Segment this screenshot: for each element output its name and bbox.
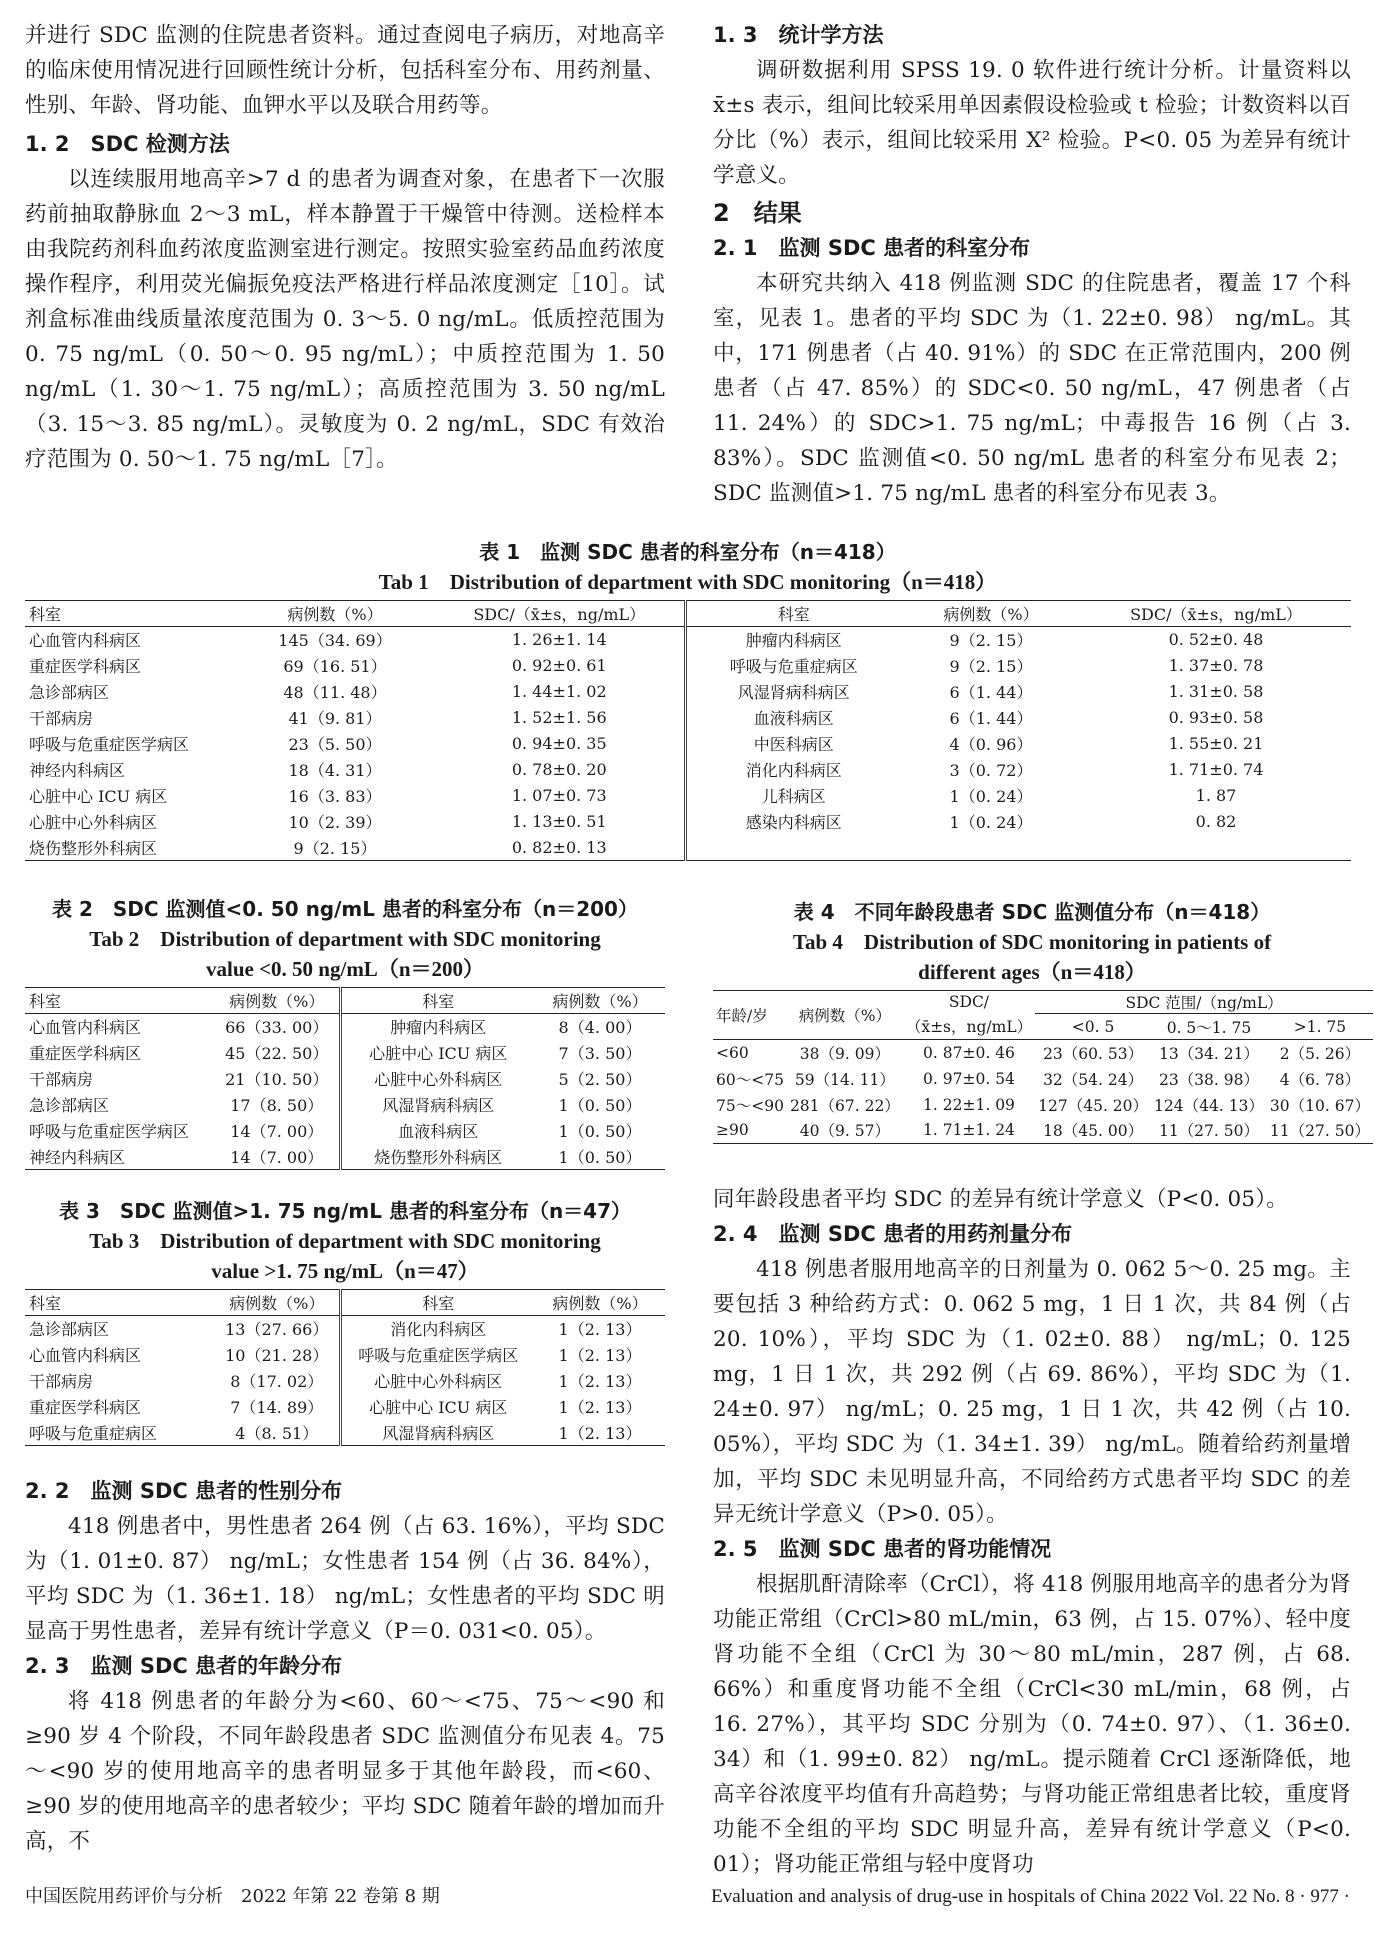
table-cell: 烧伤整形外科病区 (29, 838, 158, 858)
journal-footer-zh: 中国医院用药评价与分析 2022 年第 22 卷第 8 期 (25, 1886, 440, 1907)
table-cell: 7（14. 89） (230, 1398, 324, 1417)
table-row (25, 1066, 665, 1092)
table-row (713, 1092, 1373, 1118)
table-cell: 124（44. 13） (1154, 1096, 1264, 1115)
table-cell: 3（0. 72） (949, 761, 1033, 780)
table-cell: 0. 94±0. 35 (511, 734, 607, 753)
table-cell: 1（0. 50） (558, 1147, 642, 1167)
table-cell: 21（10. 50） (225, 1070, 329, 1089)
table-cell: 呼吸与危重症医学病区 (29, 1122, 190, 1141)
table-cell: 干部病房 (29, 1372, 94, 1391)
table-header-cell: 病例数（%） (798, 1007, 891, 1025)
table-cell: 7（3. 50） (558, 1044, 642, 1063)
table-cell: 干部病房 (29, 709, 94, 728)
table-row (25, 1420, 665, 1446)
table-header-cell: SDC/ (948, 993, 990, 1012)
table-cell: 9（2. 15） (949, 657, 1033, 676)
table-cell: ≥90 (716, 1121, 749, 1140)
section-2-4-title: 2. 4 监测 SDC 患者的用药剂量分布 (713, 1222, 1073, 1246)
table-cell: 风湿肾病科病区 (340, 1092, 535, 1118)
table-cell: 10（21. 28） (225, 1346, 329, 1365)
table-header-cell: 病例数（%） (943, 605, 1039, 624)
table-cell: 心脏中心 ICU 病区 (340, 1040, 535, 1066)
table-cell: 1. 37±0. 78 (1168, 656, 1264, 675)
table-1-caption (0, 537, 1375, 597)
table-cell: 1. 55±0. 21 (1168, 734, 1264, 753)
table-cell: 0. 97±0. 54 (923, 1069, 1015, 1088)
left-bottom-text (25, 1474, 665, 1859)
table-row (713, 1118, 1373, 1144)
table-row (25, 1342, 665, 1368)
table-cell: 23（5. 50） (288, 735, 382, 754)
table-cell (685, 835, 901, 861)
table-header-cell: 科室 (340, 988, 535, 1014)
intro-paragraph: 并进行 SDC 监测的住院患者资料。通过查阅电子病历，对地高辛的临床使用情况进行回顾性统计分析，包括科室分布、用药剂量、性别、年龄、肾功能、血钾水平以及联合用药等。 (25, 23, 665, 118)
table-cell: 1. 52±1. 56 (511, 708, 607, 727)
table-3-header (25, 1290, 665, 1316)
table-cell: 呼吸与危重症病区 (29, 1423, 158, 1443)
table-cell: 呼吸与危重症病区 (685, 653, 901, 679)
table-cell: 10（2. 39） (288, 813, 382, 832)
table-cell: 风湿肾病科病区 (685, 679, 901, 705)
table-cell: 23（60. 53） (1043, 1044, 1144, 1063)
table-cell: 145（34. 69） (278, 631, 392, 651)
table-cell: 2（5. 26） (1279, 1044, 1361, 1063)
table-cell: 1（0. 24） (949, 787, 1033, 806)
table-cell: 13（34. 21） (1158, 1044, 1259, 1063)
table-row (25, 1040, 665, 1066)
table-cell: <60 (716, 1043, 749, 1062)
table-header-cell: 0. 5～1. 75 (1166, 1018, 1252, 1037)
table-cell: 心血管内科病区 (29, 631, 142, 651)
section-2-2-paragraph: 418 例患者中，男性患者 264 例（占 63. 16%），平均 SDC 为（1. 01±0. 87） ng/mL；女性患者 154 例（占 36. 84%），平均 SDC 为（1. 36±1. 18） ng/mL；女性患者的平均 SDC 明显高于男性患者，差异有统计学意义（P＝0. 031<0. 05）。 (25, 1514, 665, 1644)
table-header-cell: SDC/（x̄±s，ng/mL） (1130, 605, 1302, 624)
table-cell: 38（9. 09） (799, 1044, 890, 1063)
table-row (25, 1144, 665, 1170)
table-cell: 5（2. 50） (558, 1070, 642, 1089)
table-cell: 60～<75 (716, 1070, 784, 1089)
table-cell: 重症医学科病区 (29, 1044, 142, 1063)
table-row (713, 1066, 1373, 1092)
section-2-1-title: 2. 1 监测 SDC 患者的科室分布 (713, 236, 1031, 260)
table-cell: 1. 07±0. 73 (511, 786, 607, 805)
table-cell: 66（33. 00） (225, 1018, 329, 1038)
table-cell: 17（8. 50） (230, 1096, 324, 1115)
table-3 (25, 1289, 665, 1446)
table-cell: 69（16. 51） (283, 657, 387, 676)
table-cell: 消化内科病区 (685, 757, 901, 783)
table-cell: 281（67. 22） (789, 1096, 900, 1115)
section-2-1-paragraph: 本研究共纳入 418 例监测 SDC 的住院患者，覆盖 17 个科室，见表 1。患者的平均 SDC 为（1. 22±0. 98） ng/mL。其中，171 例患者（占 40. 91%）的 SDC 在正常范围内，200 例患者（占 47. 85%）的 SDC<0. 50 ng/mL，47 例患者（占 11. 24%）的 SDC>1. 75 ng/mL；中毒报告 16 例（占 3. 83%）。SDC 监测值<0. 50 ng/mL 患者的科室分布见表 2；SDC 监测值>1. 75 ng/mL 患者的科室分布见表 3。 (713, 271, 1351, 506)
table-row (25, 627, 1351, 653)
table-cell: 呼吸与危重症医学病区 (29, 735, 190, 754)
table-header-cell: SDC/（x̄±s，ng/mL） (473, 605, 646, 624)
table-cell: 心脏中心 ICU 病区 (340, 1394, 535, 1420)
table-cell: 风湿肾病科病区 (340, 1420, 535, 1446)
table-3-caption-en-2: value >1. 75 ng/mL（n＝47） (211, 1259, 479, 1283)
table-cell: 心血管内科病区 (29, 1346, 142, 1365)
table-row (25, 731, 1351, 757)
table-cell: 4（6. 78） (1279, 1070, 1361, 1089)
table-cell: 48（11. 48） (283, 683, 387, 702)
table-cell: 127（45. 20） (1038, 1096, 1149, 1115)
table-cell: 心脏中心外科病区 (340, 1066, 535, 1092)
table-2-caption-en-1: Tab 2 Distribution of department with SDC monitoring (89, 927, 601, 951)
table-cell: 急诊部病区 (29, 1096, 110, 1115)
section-1-2-title: 1. 2 SDC 检测方法 (25, 132, 230, 156)
section-2-4-paragraph: 418 例患者服用地高辛的日剂量为 0. 062 5～0. 25 mg。主要包括 3 种给药方式：0. 062 5 mg，1 日 1 次，共 84 例（占 20. 10%），平均 SDC 为（1. 02±0. 88） ng/mL；0. 125 mg，1 日 1 次，共 292 例（占 69. 86%），平均 SDC 为（1. 24±0. 97） ng/mL；0. 25 mg，1 日 1 次，共 42 例（占 10. 05%），平均 SDC 为（1. 34±1. 39） ng/mL。随着给药剂量增加，平均 SDC 未见明显升高，不同给药方式患者平均 SDC 的差异无统计学意义（P>0. 05）。 (713, 1257, 1351, 1527)
section-2-2-title: 2. 2 监测 SDC 患者的性别分布 (25, 1479, 343, 1503)
table-cell: 儿科病区 (685, 783, 901, 809)
table-header-cell: 病例数（%） (229, 992, 325, 1011)
table-cell: 8（4. 00） (558, 1018, 642, 1038)
table-4-caption-zh: 表 4 不同年龄段患者 SDC 监测值分布（n＝418） (793, 900, 1271, 924)
section-1-3-paragraph: 调研数据利用 SPSS 19. 0 软件进行统计分析。计量资料以 x̄±s 表示，组间比较采用单因素假设检验或 t 检验；计数资料以百分比（%）表示，组间比较采用 X² 检验。P<0. 05 为差异有统计学意义。 (713, 58, 1351, 188)
table-cell: 肿瘤内科病区 (685, 627, 901, 653)
section-1-2-paragraph: 以连续服用地高辛>7 d 的患者为调查对象，在患者下一次服药前抽取静脉血 2～3 mL，样本静置于干燥管中待测。送检样本由我院药剂科血药浓度监测室进行测定。按照实验室药品血药浓度操作程序，利用荧光偏振免疫法严格进行样品浓度测定［10］。试剂盒标准曲线质量浓度范围为 0. 3～5. 0 ng/mL。低质控范围为 0. 75 ng/mL（0. 50～0. 95 ng/mL）；中质控范围为 1. 50 ng/mL（1. 30～1. 75 ng/mL）；高质控范围为 3. 50 ng/mL（3. 15～3. 85 ng/mL）。灵敏度为 0. 2 ng/mL，SDC 有效治疗范围为 0. 50～1. 75 ng/mL［7］。 (25, 167, 665, 472)
table-cell: 重症医学科病区 (29, 657, 142, 676)
table-cell: 1（2. 13） (558, 1346, 642, 1365)
table-row (25, 835, 1351, 861)
table-cell: 4（8. 51） (235, 1423, 319, 1443)
table-header-cell: 病例数（%） (552, 992, 648, 1011)
table-2-caption (25, 894, 665, 984)
table-4-caption (713, 897, 1351, 987)
table-4-caption-en-1: Tab 4 Distribution of SDC monitoring in patients of (792, 930, 1272, 954)
table-cell: 1. 71±1. 24 (923, 1121, 1015, 1140)
table-cell: 1（0. 50） (558, 1122, 642, 1141)
table-header-cell: 科室 (29, 992, 62, 1011)
table-row (25, 1394, 665, 1420)
table-cell: 神经内科病区 (29, 1147, 126, 1167)
section-2-5-paragraph: 根据肌酐清除率（CrCl），将 418 例服用地高辛的患者分为肾功能正常组（CrCl>80 mL/min，63 例，占 15. 07%）、轻中度肾功能不全组（CrCl 为 30～80 mL/min，287 例，占 68. 66%）和重度肾功能不全组（CrCl<30 mL/min，68 例，占 16. 27%），其平均 SDC 分别为（0. 74±0. 97）、（1. 36±0. 34）和（1. 99±0. 82） ng/mL。提示随着 CrCl 逐渐降低，地高辛谷浓度平均值有升高趋势；与肾功能正常组患者比较，重度肾功能不全组的平均 SDC 明显升高，差异有统计学意义（P<0. 01）；肾功能正常组与轻中度肾功 (713, 1572, 1351, 1877)
table-cell: 1. 87 (1195, 786, 1237, 805)
table-row (713, 1040, 1373, 1066)
table-2-caption-en-2: value <0. 50 ng/mL（n＝200） (206, 957, 484, 981)
table-cell: 40（9. 57） (799, 1122, 890, 1141)
table-cell: 神经内科病区 (29, 761, 126, 780)
table-row (25, 1368, 665, 1394)
table-header-cell: 科室 (29, 605, 62, 624)
table-cell: 烧伤整形外科病区 (340, 1144, 535, 1170)
table-header-cell: 年龄/岁 (716, 1007, 768, 1025)
table-3-caption-zh: 表 3 SDC 监测值>1. 75 ng/mL 患者的科室分布（n＝47） (58, 1199, 632, 1223)
table-3-caption-en-1: Tab 3 Distribution of department with SDC monitoring (89, 1229, 601, 1253)
table-cell: 感染内科病区 (685, 809, 901, 835)
table-cell: 8（17. 02） (230, 1372, 324, 1391)
table-cell: 心脏中心外科病区 (29, 813, 158, 832)
left-top-text (25, 18, 665, 477)
table-cell: 1. 71±0. 74 (1168, 760, 1264, 779)
table-header-cell: SDC 范围/（ng/mL） (1035, 991, 1373, 1014)
table-cell: 6（1. 44） (949, 709, 1033, 728)
table-header-cell: 病例数（%） (552, 1294, 648, 1313)
table-cell: 18（4. 31） (288, 761, 382, 780)
table-cell: 0. 93±0. 58 (1168, 708, 1264, 727)
table-cell: 14（7. 00） (230, 1147, 324, 1167)
section-2-5-title: 2. 5 监测 SDC 患者的肾功能情况 (713, 1537, 1052, 1561)
section-2-3-paragraph: 将 418 例患者的年龄分为<60、60～<75、75～<90 和≥90 岁 4 个阶段，不同年龄段患者 SDC 监测值分布见表 4。75～<90 岁的使用地高辛的患者明显多于其他年龄段，而<60、≥90 岁的使用地高辛的患者较少；平均 SDC 随着年龄的增加而升高，不 (25, 1689, 665, 1854)
table-header-cell: （x̄±s，ng/mL） (905, 1018, 1033, 1037)
section-2-3-continuation: 同年龄段患者平均 SDC 的差异有统计学意义（P<0. 05）。 (713, 1187, 1288, 1212)
table-cell: 呼吸与危重症医学病区 (340, 1342, 535, 1368)
table-1-caption-en: Tab 1 Distribution of department with SDC monitoring（n＝418） (378, 570, 997, 594)
table-cell: 血液科病区 (685, 705, 901, 731)
table-cell: 1. 31±0. 58 (1168, 682, 1264, 701)
table-cell: 心血管内科病区 (29, 1018, 142, 1038)
table-cell: 75～<90 (716, 1096, 784, 1115)
table-cell: 13（27. 66） (225, 1320, 329, 1340)
table-row (25, 1316, 665, 1342)
table-1 (25, 600, 1351, 861)
table-row (25, 653, 1351, 679)
table-row (25, 783, 1351, 809)
table-cell: 0. 82 (1195, 812, 1237, 831)
table-cell: 32（54. 24） (1043, 1070, 1144, 1089)
table-cell: 6（1. 44） (949, 683, 1033, 702)
table-header-cell: 病例数（%） (287, 605, 383, 624)
section-2-3-title: 2. 3 监测 SDC 患者的年龄分布 (25, 1654, 343, 1678)
table-cell: 11（27. 50） (1158, 1122, 1259, 1141)
table-cell: 14（7. 00） (230, 1122, 324, 1141)
table-cell: 重症医学科病区 (29, 1398, 142, 1417)
right-bottom-text (713, 1182, 1351, 1882)
table-cell: 心脏中心外科病区 (340, 1368, 535, 1394)
table-cell: 59（14. 11） (794, 1070, 895, 1089)
table-cell: 41（9. 81） (288, 709, 382, 728)
table-row (25, 1014, 665, 1040)
table-2-caption-zh: 表 2 SDC 监测值<0. 50 ng/mL 患者的科室分布（n＝200） (52, 897, 638, 921)
table-4-caption-en-2: different ages（n＝418） (918, 960, 1146, 984)
table-cell: 1（2. 13） (558, 1320, 642, 1340)
table-2-header (25, 988, 665, 1014)
table-cell: 0. 82±0. 13 (511, 837, 607, 857)
table-cell: 1（2. 13） (558, 1398, 642, 1417)
table-cell: 肿瘤内科病区 (340, 1014, 535, 1040)
table-2 (25, 987, 665, 1170)
section-2-title: 2 结果 (713, 199, 802, 227)
table-row (25, 679, 1351, 705)
table-cell: 血液科病区 (340, 1118, 535, 1144)
table-row (25, 809, 1351, 835)
table-header-cell: 科室 (340, 1290, 535, 1316)
table-cell (901, 835, 1081, 861)
table-cell: 23（38. 98） (1158, 1070, 1259, 1089)
table-cell (1081, 835, 1351, 861)
table-cell: 16（3. 83） (288, 787, 382, 806)
table-cell: 0. 92±0. 61 (511, 656, 607, 675)
table-cell: 18（45. 00） (1043, 1122, 1144, 1141)
table-cell: 1. 44±1. 02 (511, 682, 607, 701)
table-1-header (25, 601, 1351, 627)
table-cell: 0. 52±0. 48 (1168, 630, 1264, 650)
table-1-caption-zh: 表 1 监测 SDC 患者的科室分布（n＝418） (479, 540, 896, 564)
table-cell: 11（27. 50） (1269, 1122, 1370, 1141)
table-cell: 4（0. 96） (949, 735, 1033, 754)
table-cell: 1. 22±1. 09 (923, 1095, 1015, 1114)
journal-footer-en: Evaluation and analysis of drug-use in hospitals of China 2022 Vol. 22 No. 8 · 977 · (711, 1886, 1350, 1907)
table-4 (713, 990, 1373, 1144)
table-4-header-row-1 (713, 991, 1373, 1014)
right-top-text (713, 18, 1351, 511)
table-cell: 急诊部病区 (29, 683, 110, 702)
table-row (25, 1118, 665, 1144)
table-cell: 9（2. 15） (293, 838, 377, 858)
table-cell: 1. 13±0. 51 (511, 812, 607, 831)
table-cell: 0. 87±0. 46 (923, 1043, 1015, 1062)
table-header-cell: <0. 5 (1071, 1017, 1115, 1036)
table-header-cell: 科室 (685, 601, 901, 627)
table-cell: 0. 78±0. 20 (511, 760, 607, 779)
table-header-cell: 病例数（%） (229, 1294, 325, 1313)
table-cell: 1（0. 24） (949, 813, 1033, 832)
table-row (25, 757, 1351, 783)
table-cell: 心脏中心 ICU 病区 (29, 787, 168, 806)
table-header-cell: 科室 (29, 1294, 62, 1313)
table-cell: 45（22. 50） (225, 1044, 329, 1063)
table-cell: 1（2. 13） (558, 1372, 642, 1391)
table-cell: 1. 26±1. 14 (511, 630, 607, 650)
table-cell: 9（2. 15） (949, 631, 1033, 651)
table-cell: 1（2. 13） (558, 1423, 642, 1443)
table-row (25, 1092, 665, 1118)
table-cell: 消化内科病区 (340, 1316, 535, 1342)
table-cell: 急诊部病区 (29, 1320, 110, 1340)
table-cell: 1（0. 50） (558, 1096, 642, 1115)
table-cell: 中医科病区 (685, 731, 901, 757)
table-header-cell: >1. 75 (1293, 1017, 1347, 1036)
table-cell: 30（10. 67） (1269, 1096, 1370, 1115)
table-cell: 干部病房 (29, 1070, 94, 1089)
table-3-caption (25, 1196, 665, 1286)
section-1-3-title: 1. 3 统计学方法 (713, 23, 884, 47)
table-row (25, 705, 1351, 731)
